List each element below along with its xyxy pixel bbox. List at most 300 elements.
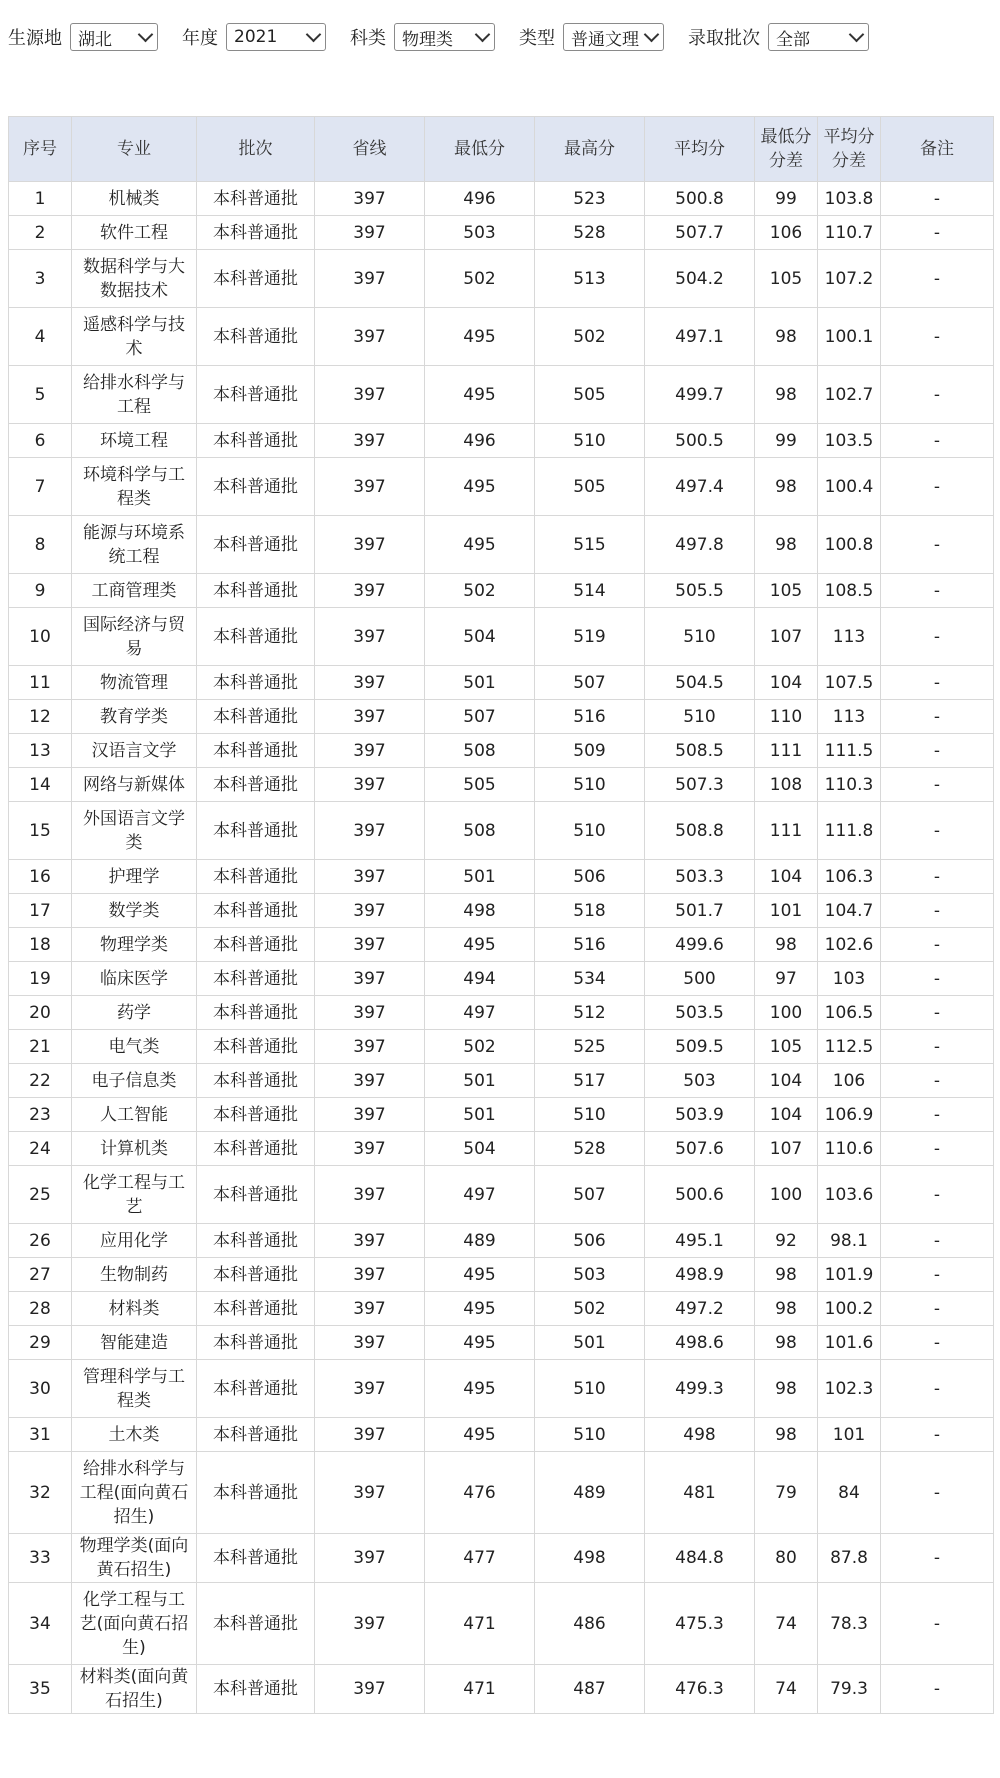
table-row <box>9 894 994 928</box>
cell-avg-score: 498.9 <box>645 1258 755 1292</box>
cell-min-diff: 111 <box>755 734 818 768</box>
cell-avg-score: 508.8 <box>645 802 755 860</box>
cell-avg-score: 501.7 <box>645 894 755 928</box>
cell-index: 16 <box>9 860 72 894</box>
cell-avg-score: 498.6 <box>645 1326 755 1360</box>
chevron-down-icon <box>644 27 660 43</box>
type-select[interactable] <box>563 23 664 51</box>
table-row <box>9 962 994 996</box>
table-row <box>9 1418 994 1452</box>
cell-min-diff: 104 <box>755 1098 818 1132</box>
cell-major: 材料类(面向黄石招生) <box>72 1665 197 1714</box>
cell-min-score: 504 <box>425 608 535 666</box>
cell-index: 34 <box>9 1583 72 1665</box>
cell-avg-score: 499.3 <box>645 1360 755 1418</box>
cell-min-score: 471 <box>425 1665 535 1714</box>
cell-batch: 本科普通批 <box>197 1224 315 1258</box>
cell-major: 能源与环境系统工程 <box>72 516 197 574</box>
chevron-down-icon <box>306 27 322 43</box>
cell-min-diff: 99 <box>755 182 818 216</box>
cell-major: 环境科学与工程类 <box>72 458 197 516</box>
cell-batch: 本科普通批 <box>197 182 315 216</box>
cell-min-diff: 100 <box>755 1166 818 1224</box>
cell-major: 应用化学 <box>72 1224 197 1258</box>
cell-avg-diff: 111.5 <box>818 734 881 768</box>
cell-province-line: 397 <box>315 1452 425 1534</box>
cell-remark: - <box>881 894 994 928</box>
cell-batch: 本科普通批 <box>197 666 315 700</box>
cell-avg-score: 510 <box>645 608 755 666</box>
cell-min-score: 495 <box>425 308 535 366</box>
cell-remark: - <box>881 424 994 458</box>
cell-remark: - <box>881 516 994 574</box>
cell-min-score: 501 <box>425 666 535 700</box>
cell-batch: 本科普通批 <box>197 1030 315 1064</box>
table-row <box>9 1064 994 1098</box>
cell-index: 18 <box>9 928 72 962</box>
cell-max-score: 510 <box>535 1418 645 1452</box>
cell-province-line: 397 <box>315 250 425 308</box>
cell-batch: 本科普通批 <box>197 1166 315 1224</box>
cell-index: 29 <box>9 1326 72 1360</box>
cell-remark: - <box>881 1166 994 1224</box>
cell-avg-score: 505.5 <box>645 574 755 608</box>
cell-avg-diff: 111.8 <box>818 802 881 860</box>
cell-avg-score: 504.2 <box>645 250 755 308</box>
cell-min-score: 502 <box>425 250 535 308</box>
cell-avg-score: 500.5 <box>645 424 755 458</box>
table-row <box>9 1132 994 1166</box>
cell-province-line: 397 <box>315 1326 425 1360</box>
cell-min-diff: 98 <box>755 1360 818 1418</box>
cell-batch: 本科普通批 <box>197 1452 315 1534</box>
table-row <box>9 1258 994 1292</box>
cell-major: 遥感科学与技术 <box>72 308 197 366</box>
cell-batch: 本科普通批 <box>197 1665 315 1714</box>
cell-major: 外国语言文学类 <box>72 802 197 860</box>
cell-avg-diff: 100.2 <box>818 1292 881 1326</box>
cell-major: 智能建造 <box>72 1326 197 1360</box>
cell-avg-score: 499.6 <box>645 928 755 962</box>
header-max-score: 最高分 <box>535 117 645 182</box>
cell-min-diff: 79 <box>755 1452 818 1534</box>
cell-province-line: 397 <box>315 608 425 666</box>
cell-avg-diff: 102.7 <box>818 366 881 424</box>
cell-major: 计算机类 <box>72 1132 197 1166</box>
cell-index: 28 <box>9 1292 72 1326</box>
cell-avg-diff: 100.4 <box>818 458 881 516</box>
cell-index: 20 <box>9 996 72 1030</box>
cell-province-line: 397 <box>315 366 425 424</box>
cell-batch: 本科普通批 <box>197 802 315 860</box>
header-remark: 备注 <box>881 117 994 182</box>
cell-min-diff: 80 <box>755 1534 818 1583</box>
cell-remark: - <box>881 1292 994 1326</box>
cell-index: 12 <box>9 700 72 734</box>
cell-remark: - <box>881 308 994 366</box>
cell-index: 8 <box>9 516 72 574</box>
cell-major: 生物制药 <box>72 1258 197 1292</box>
table-row <box>9 366 994 424</box>
cell-max-score: 528 <box>535 1132 645 1166</box>
year-select-value: 2021 <box>234 27 278 47</box>
cell-avg-diff: 106.9 <box>818 1098 881 1132</box>
header-avg-diff: 平均分分差 <box>818 117 881 182</box>
table-row <box>9 216 994 250</box>
table-row <box>9 1665 994 1714</box>
cell-avg-score: 503.3 <box>645 860 755 894</box>
cell-max-score: 519 <box>535 608 645 666</box>
province-select-value: 湖北 <box>78 29 112 50</box>
cell-province-line: 397 <box>315 308 425 366</box>
table-row <box>9 182 994 216</box>
cell-major: 教育学类 <box>72 700 197 734</box>
cell-index: 15 <box>9 802 72 860</box>
cell-min-score: 508 <box>425 802 535 860</box>
cell-min-score: 476 <box>425 1452 535 1534</box>
cell-min-diff: 104 <box>755 666 818 700</box>
cell-min-diff: 100 <box>755 996 818 1030</box>
cell-min-diff: 110 <box>755 700 818 734</box>
cell-province-line: 397 <box>315 516 425 574</box>
cell-remark: - <box>881 996 994 1030</box>
cell-index: 3 <box>9 250 72 308</box>
cell-max-score: 510 <box>535 768 645 802</box>
cell-province-line: 397 <box>315 734 425 768</box>
table-row <box>9 1360 994 1418</box>
cell-avg-diff: 101 <box>818 1418 881 1452</box>
header-avg-score: 平均分 <box>645 117 755 182</box>
cell-min-diff: 98 <box>755 366 818 424</box>
chevron-down-icon <box>138 27 154 43</box>
cell-index: 7 <box>9 458 72 516</box>
cell-max-score: 498 <box>535 1534 645 1583</box>
cell-avg-score: 500.6 <box>645 1166 755 1224</box>
cell-remark: - <box>881 1665 994 1714</box>
cell-major: 临床医学 <box>72 962 197 996</box>
cell-max-score: 534 <box>535 962 645 996</box>
cell-avg-score: 497.4 <box>645 458 755 516</box>
cell-max-score: 509 <box>535 734 645 768</box>
cell-province-line: 397 <box>315 666 425 700</box>
cell-major: 给排水科学与工程(面向黄石招生) <box>72 1452 197 1534</box>
cell-avg-score: 503.5 <box>645 996 755 1030</box>
cell-max-score: 515 <box>535 516 645 574</box>
cell-batch: 本科普通批 <box>197 860 315 894</box>
subject-select[interactable] <box>394 23 495 51</box>
cell-remark: - <box>881 1326 994 1360</box>
cell-remark: - <box>881 608 994 666</box>
cell-major: 国际经济与贸易 <box>72 608 197 666</box>
filter-label-type: 类型 <box>519 28 555 49</box>
cell-max-score: 525 <box>535 1030 645 1064</box>
cell-remark: - <box>881 768 994 802</box>
cell-major: 环境工程 <box>72 424 197 458</box>
cell-max-score: 501 <box>535 1326 645 1360</box>
cell-province-line: 397 <box>315 1132 425 1166</box>
cell-min-diff: 105 <box>755 574 818 608</box>
cell-avg-score: 500 <box>645 962 755 996</box>
table-row <box>9 1030 994 1064</box>
cell-max-score: 502 <box>535 308 645 366</box>
cell-province-line: 397 <box>315 1583 425 1665</box>
cell-min-score: 495 <box>425 1326 535 1360</box>
cell-batch: 本科普通批 <box>197 1418 315 1452</box>
cell-index: 2 <box>9 216 72 250</box>
cell-min-diff: 98 <box>755 1418 818 1452</box>
cell-avg-diff: 100.8 <box>818 516 881 574</box>
cell-remark: - <box>881 1418 994 1452</box>
cell-max-score: 507 <box>535 1166 645 1224</box>
cell-index: 10 <box>9 608 72 666</box>
header-min-diff: 最低分分差 <box>755 117 818 182</box>
cell-avg-diff: 102.3 <box>818 1360 881 1418</box>
cell-remark: - <box>881 458 994 516</box>
cell-max-score: 487 <box>535 1665 645 1714</box>
cell-avg-score: 510 <box>645 700 755 734</box>
cell-min-diff: 111 <box>755 802 818 860</box>
cell-min-diff: 101 <box>755 894 818 928</box>
cell-province-line: 397 <box>315 1166 425 1224</box>
cell-avg-diff: 78.3 <box>818 1583 881 1665</box>
cell-province-line: 397 <box>315 1665 425 1714</box>
cell-remark: - <box>881 1452 994 1534</box>
table-header-row <box>9 117 994 182</box>
cell-index: 22 <box>9 1064 72 1098</box>
cell-min-score: 501 <box>425 1064 535 1098</box>
chevron-down-icon <box>475 27 491 43</box>
cell-major: 人工智能 <box>72 1098 197 1132</box>
cell-min-diff: 74 <box>755 1665 818 1714</box>
cell-remark: - <box>881 1360 994 1418</box>
cell-province-line: 397 <box>315 1258 425 1292</box>
cell-min-score: 489 <box>425 1224 535 1258</box>
filter-bar <box>8 22 893 52</box>
cell-max-score: 507 <box>535 666 645 700</box>
cell-max-score: 523 <box>535 182 645 216</box>
cell-major: 药学 <box>72 996 197 1030</box>
cell-index: 25 <box>9 1166 72 1224</box>
cell-province-line: 397 <box>315 768 425 802</box>
cell-major: 护理学 <box>72 860 197 894</box>
cell-batch: 本科普通批 <box>197 1326 315 1360</box>
cell-min-diff: 104 <box>755 860 818 894</box>
cell-province-line: 397 <box>315 928 425 962</box>
cell-batch: 本科普通批 <box>197 250 315 308</box>
cell-remark: - <box>881 928 994 962</box>
cell-province-line: 397 <box>315 1292 425 1326</box>
cell-major: 网络与新媒体 <box>72 768 197 802</box>
cell-batch: 本科普通批 <box>197 458 315 516</box>
cell-remark: - <box>881 574 994 608</box>
cell-min-diff: 74 <box>755 1583 818 1665</box>
cell-index: 17 <box>9 894 72 928</box>
cell-remark: - <box>881 366 994 424</box>
cell-min-score: 501 <box>425 860 535 894</box>
cell-max-score: 516 <box>535 928 645 962</box>
cell-province-line: 397 <box>315 1534 425 1583</box>
cell-min-score: 471 <box>425 1583 535 1665</box>
cell-major: 电子信息类 <box>72 1064 197 1098</box>
cell-remark: - <box>881 734 994 768</box>
cell-avg-diff: 84 <box>818 1452 881 1534</box>
cell-avg-score: 475.3 <box>645 1583 755 1665</box>
header-major: 专业 <box>72 117 197 182</box>
cell-min-score: 495 <box>425 516 535 574</box>
cell-avg-score: 498 <box>645 1418 755 1452</box>
cell-min-score: 495 <box>425 1258 535 1292</box>
subject-select-value: 物理类 <box>402 29 453 50</box>
header-index: 序号 <box>9 117 72 182</box>
cell-province-line: 397 <box>315 458 425 516</box>
cell-batch: 本科普通批 <box>197 768 315 802</box>
cell-remark: - <box>881 1224 994 1258</box>
cell-avg-score: 481 <box>645 1452 755 1534</box>
cell-min-diff: 98 <box>755 1292 818 1326</box>
cell-max-score: 517 <box>535 1064 645 1098</box>
cell-min-diff: 98 <box>755 1258 818 1292</box>
cell-index: 31 <box>9 1418 72 1452</box>
year-select[interactable] <box>226 23 326 51</box>
cell-avg-diff: 87.8 <box>818 1534 881 1583</box>
cell-batch: 本科普通批 <box>197 1258 315 1292</box>
cell-max-score: 506 <box>535 1224 645 1258</box>
cell-avg-diff: 104.7 <box>818 894 881 928</box>
cell-avg-diff: 101.6 <box>818 1326 881 1360</box>
cell-min-diff: 107 <box>755 608 818 666</box>
cell-min-diff: 98 <box>755 308 818 366</box>
table-row <box>9 424 994 458</box>
cell-remark: - <box>881 860 994 894</box>
cell-batch: 本科普通批 <box>197 996 315 1030</box>
cell-batch: 本科普通批 <box>197 516 315 574</box>
cell-min-score: 508 <box>425 734 535 768</box>
cell-province-line: 397 <box>315 1418 425 1452</box>
cell-min-score: 496 <box>425 182 535 216</box>
cell-index: 35 <box>9 1665 72 1714</box>
cell-batch: 本科普通批 <box>197 1064 315 1098</box>
header-min-score: 最低分 <box>425 117 535 182</box>
cell-batch: 本科普通批 <box>197 928 315 962</box>
province-select[interactable] <box>70 23 158 51</box>
cell-min-diff: 98 <box>755 516 818 574</box>
cell-remark: - <box>881 700 994 734</box>
cell-max-score: 510 <box>535 1098 645 1132</box>
table-row <box>9 1534 994 1583</box>
cell-major: 数据科学与大数据技术 <box>72 250 197 308</box>
cell-max-score: 505 <box>535 366 645 424</box>
filter-label-year: 年度 <box>182 28 218 49</box>
cell-index: 13 <box>9 734 72 768</box>
cell-province-line: 397 <box>315 1030 425 1064</box>
cell-min-score: 495 <box>425 928 535 962</box>
cell-province-line: 397 <box>315 1098 425 1132</box>
cell-major: 物理学类 <box>72 928 197 962</box>
cell-min-diff: 106 <box>755 216 818 250</box>
table-row <box>9 734 994 768</box>
cell-max-score: 503 <box>535 1258 645 1292</box>
cell-batch: 本科普通批 <box>197 962 315 996</box>
cell-avg-score: 503.9 <box>645 1098 755 1132</box>
cell-province-line: 397 <box>315 802 425 860</box>
cell-min-diff: 98 <box>755 458 818 516</box>
cell-avg-score: 507.7 <box>645 216 755 250</box>
cell-index: 1 <box>9 182 72 216</box>
cell-index: 11 <box>9 666 72 700</box>
cell-batch: 本科普通批 <box>197 1132 315 1166</box>
cell-remark: - <box>881 1030 994 1064</box>
cell-avg-score: 503 <box>645 1064 755 1098</box>
cell-min-score: 503 <box>425 216 535 250</box>
cell-major: 土木类 <box>72 1418 197 1452</box>
cell-province-line: 397 <box>315 700 425 734</box>
cell-batch: 本科普通批 <box>197 734 315 768</box>
cell-avg-diff: 103.8 <box>818 182 881 216</box>
cell-batch: 本科普通批 <box>197 366 315 424</box>
cell-avg-diff: 107.2 <box>818 250 881 308</box>
cell-min-diff: 99 <box>755 424 818 458</box>
cell-remark: - <box>881 1132 994 1166</box>
table-row <box>9 928 994 962</box>
cell-avg-score: 497.2 <box>645 1292 755 1326</box>
cell-max-score: 486 <box>535 1583 645 1665</box>
cell-major: 机械类 <box>72 182 197 216</box>
cell-avg-diff: 79.3 <box>818 1665 881 1714</box>
cell-min-score: 502 <box>425 1030 535 1064</box>
cell-province-line: 397 <box>315 860 425 894</box>
filter-label-province: 生源地 <box>8 28 62 49</box>
cell-index: 6 <box>9 424 72 458</box>
cell-major: 电气类 <box>72 1030 197 1064</box>
cell-avg-score: 497.1 <box>645 308 755 366</box>
cell-province-line: 397 <box>315 1360 425 1418</box>
cell-remark: - <box>881 962 994 996</box>
cell-batch: 本科普通批 <box>197 574 315 608</box>
cell-avg-diff: 103.5 <box>818 424 881 458</box>
table-row <box>9 802 994 860</box>
cell-batch: 本科普通批 <box>197 1534 315 1583</box>
cell-index: 19 <box>9 962 72 996</box>
cell-major: 汉语言文学 <box>72 734 197 768</box>
cell-index: 32 <box>9 1452 72 1534</box>
filter-label-batch: 录取批次 <box>688 28 760 49</box>
cell-avg-diff: 102.6 <box>818 928 881 962</box>
cell-max-score: 502 <box>535 1292 645 1326</box>
cell-index: 27 <box>9 1258 72 1292</box>
cell-max-score: 513 <box>535 250 645 308</box>
cell-major: 物流管理 <box>72 666 197 700</box>
cell-avg-diff: 106.5 <box>818 996 881 1030</box>
cell-batch: 本科普通批 <box>197 424 315 458</box>
cell-remark: - <box>881 216 994 250</box>
cell-index: 14 <box>9 768 72 802</box>
batch-select[interactable] <box>768 23 869 51</box>
header-province-line: 省线 <box>315 117 425 182</box>
cell-index: 26 <box>9 1224 72 1258</box>
cell-avg-score: 500.8 <box>645 182 755 216</box>
cell-batch: 本科普通批 <box>197 700 315 734</box>
table-row <box>9 700 994 734</box>
cell-major: 物理学类(面向黄石招生) <box>72 1534 197 1583</box>
table-row <box>9 1326 994 1360</box>
table-row <box>9 458 994 516</box>
cell-batch: 本科普通批 <box>197 308 315 366</box>
cell-avg-score: 476.3 <box>645 1665 755 1714</box>
cell-index: 4 <box>9 308 72 366</box>
cell-major: 工商管理类 <box>72 574 197 608</box>
cell-batch: 本科普通批 <box>197 1292 315 1326</box>
cell-min-score: 505 <box>425 768 535 802</box>
